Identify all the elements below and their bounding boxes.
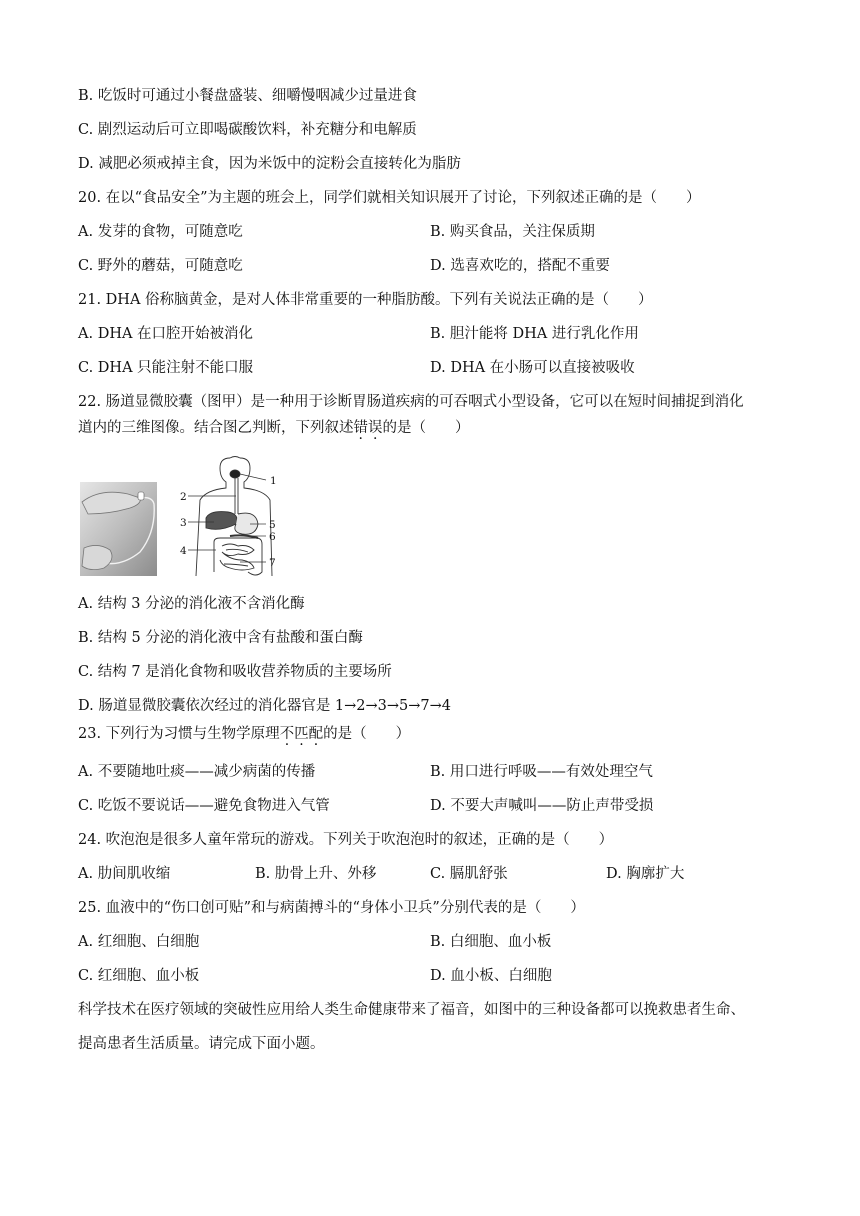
q22-option-a: A. 结构 3 分泌的消化液不含消化酶 [78, 596, 305, 612]
q23-stem [78, 724, 410, 744]
q21-option-b: B. 胆汁能将 DHA 进行乳化作用 [430, 326, 639, 342]
digestive-system-figure [80, 452, 290, 580]
q21-option-c: C. DHA 只能注射不能口服 [78, 360, 254, 376]
q20-option-a: A. 发芽的食物，可随意吃 [78, 224, 243, 240]
q25-option-a: A. 红细胞、白细胞 [78, 934, 200, 950]
q25-stem: 25. 血液中的“伤口创可贴”和与病菌搏斗的“身体小卫兵”分别代表的是（ ） [78, 900, 585, 916]
q25-option-d: D. 血小板、白细胞 [430, 968, 552, 984]
q25-option-b: B. 白细胞、血小板 [430, 934, 552, 950]
q24-stem: 24. 吹泡泡是很多人童年常玩的游戏。下列关于吹泡泡时的叙述，正确的是（ ） [78, 832, 614, 848]
q22-stem-line2 [78, 418, 470, 438]
q22-option-b: B. 结构 5 分泌的消化液中含有盐酸和蛋白酶 [78, 630, 363, 646]
intro-line-2: 提高患者生活质量。请完成下面小题。 [78, 1036, 325, 1052]
emphasis-char: 错 [353, 420, 368, 436]
emphasis-char: 误 [368, 420, 383, 436]
figure-label-1: 1 [270, 475, 277, 487]
q24-option-a: A. 肋间肌收缩 [78, 866, 171, 882]
q24-option-d: D. 胸廓扩大 [606, 866, 685, 882]
q23-option-d: D. 不要大声喊叫——防止声带受损 [430, 798, 654, 814]
q23-option-b: B. 用口进行呼吸——有效处理空气 [430, 764, 653, 780]
capsule-photo [80, 482, 157, 576]
q22-option-c: C. 结构 7 是消化食物和吸收营养物质的主要场所 [78, 664, 392, 680]
q22-stem-text: 的是（ ） [382, 420, 470, 436]
q23-option-c: C. 吃饭不要说话——避免食物进入气管 [78, 798, 330, 814]
figure-label-3: 3 [180, 517, 187, 529]
q21-option-a: A. DHA 在口腔开始被消化 [78, 326, 254, 342]
emphasis-char: 匹 [294, 726, 309, 742]
emphasis-char: 配 [308, 726, 324, 742]
q20-option-c: C. 野外的蘑菇，可随意吃 [78, 258, 243, 274]
figure-label-7: 7 [269, 557, 276, 569]
q20-stem: 20. 在以“食品安全”为主题的班会上，同学们就相关知识展开了讨论，下列叙述正确的是（ ） [78, 190, 701, 206]
q23-stem-text: 23. 下列行为习惯与生物学原理 [78, 726, 280, 742]
figure-label-2: 2 [180, 491, 187, 503]
q20-option-b: B. 购买食品，关注保质期 [430, 224, 595, 240]
figure-label-4: 4 [180, 545, 187, 557]
intro-line-1: 科学技术在医疗领域的突破性应用给人类生命健康带来了福音，如图中的三种设备都可以挽救患者生命、 [78, 1002, 745, 1018]
emphasis-char: 不 [279, 726, 295, 742]
q25-option-c: C. 红细胞、血小板 [78, 968, 200, 984]
q20-option-d: D. 选喜欢吃的，搭配不重要 [430, 258, 610, 274]
digestive-diagram [196, 457, 272, 577]
figure-label-5: 5 [269, 519, 276, 531]
q22-stem-line1: 22. 肠道显微胶囊（图甲）是一种用于诊断胃肠道疾病的可吞咽式小型设备，它可以在短时间捕捉到消化 [78, 394, 744, 410]
q23-stem-text: 的是（ ） [323, 726, 411, 742]
q21-stem: 21. DHA 俗称脑黄金，是对人体非常重要的一种脂肪酸。下列有关说法正确的是（ ） [78, 292, 653, 308]
q24-option-b: B. 肋骨上升、外移 [255, 866, 377, 882]
q19-option-d: D. 减肥必须戒掉主食，因为米饭中的淀粉会直接转化为脂肪 [78, 156, 461, 172]
q22-stem-text: 道内的三维图像。结合图乙判断，下列叙述 [78, 420, 354, 436]
q19-option-c: C. 剧烈运动后可立即喝碳酸饮料，补充糖分和电解质 [78, 122, 417, 138]
figure-label-6: 6 [269, 531, 276, 543]
q24-option-c: C. 膈肌舒张 [430, 866, 508, 882]
q21-option-d: D. DHA 在小肠可以直接被吸收 [430, 360, 635, 376]
q22-option-d: D. 肠道显微胶囊依次经过的消化器官是 1→2→3→5→7→4 [78, 698, 452, 714]
q23-option-a: A. 不要随地吐痰——减少病菌的传播 [78, 764, 316, 780]
q19-option-b: B. 吃饭时可通过小餐盘盛装、细嚼慢咽减少过量进食 [78, 88, 417, 104]
